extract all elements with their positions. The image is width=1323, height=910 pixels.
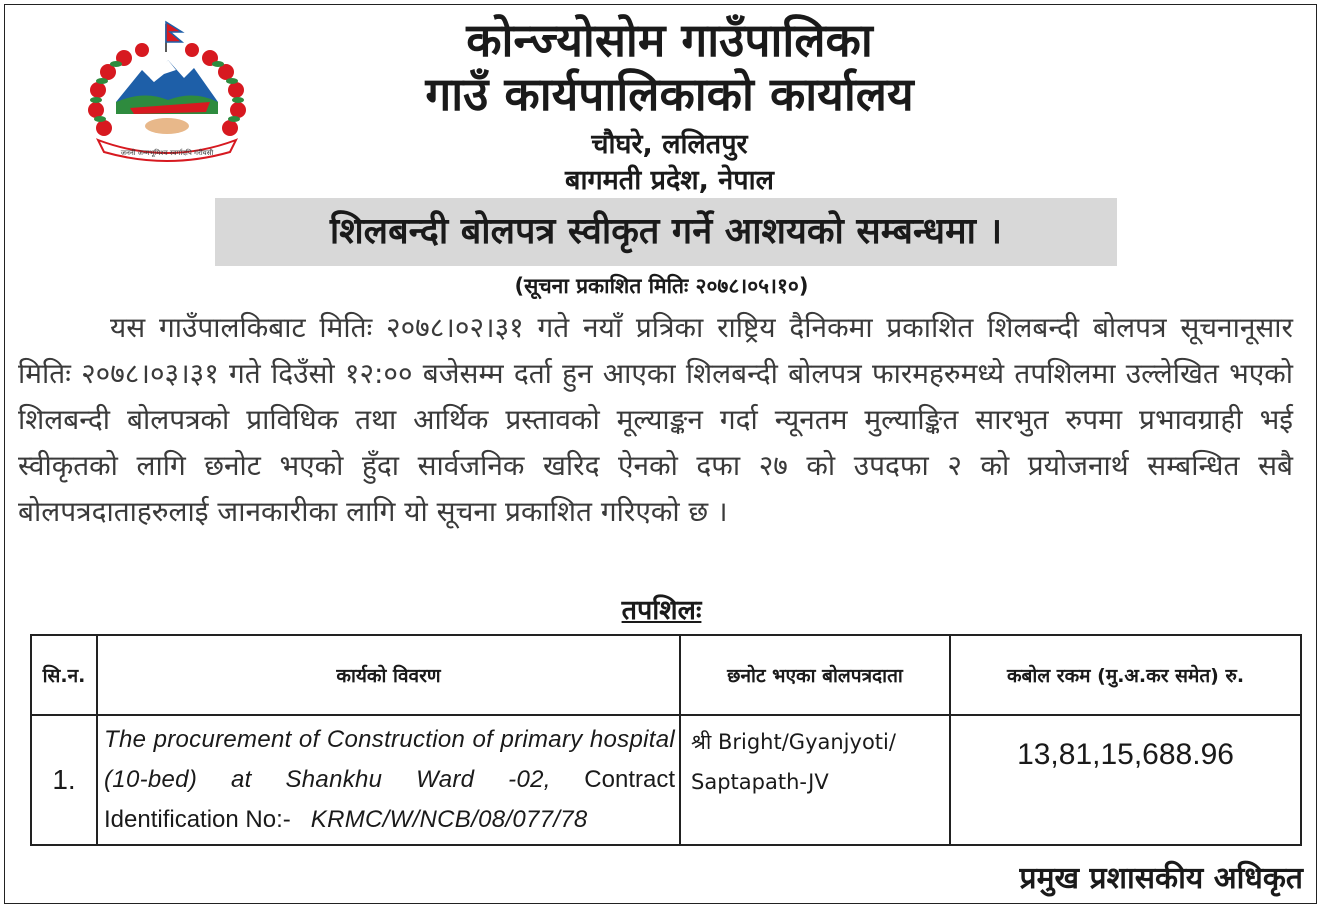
- notice-body: [18, 305, 1293, 535]
- table-row: [31, 715, 1301, 845]
- row-description-plain: Contract Identification No:-: [104, 766, 675, 833]
- header-serial: सि.न.: [31, 635, 97, 715]
- notice-subject: शिलबन्दी बोलपत्र स्वीकृत गर्ने आशयको सम्बन्धमा ।: [215, 198, 1117, 266]
- notice-body-text: यस गाउँपालकिबाट मितिः २०७८।०२।३१ गते नयाँ प्रत्रिका राष्ट्रिय दैनिकमा प्रकाशित शिलबन्दी बोलपत्र सूचनानूसार मितिः २०७८।०३।३१ गते दिउँसो १२:०० बजेसम्म दर्ता हुन आएका शिलबन्दी बोलपत्र फारमहरुमध्ये तपशिलमा उल्लेखित भएको शिलबन्दी बोलपत्रको प्राविधिक तथा आर्थिक प्रस्तावको मूल्याङ्कन गर्दा न्यूनतम मुल्याङ्कित सारभुत रुपमा प्रभावग्राही भई स्वीकृतको लागि छनोट भएको हुँदा सार्वजनिक खरिद ऐनको दफा २७ को उपदफा २ को प्रयोजनार्थ सम्बन्धित सबै बोलपत्रदाताहरुलाई जानकारीका लागि यो सूचना प्रकाशित गरिएको छ ।: [18, 311, 1293, 528]
- header-description: कार्यको विवरण: [97, 635, 680, 715]
- row-bidder: श्री Bright/Gyanjyoti/ Saptapath-JV: [680, 715, 950, 845]
- municipality-name: कोन्ज्योसोम गाउँपालिका: [466, 13, 873, 67]
- publish-date: (सूचना प्रकाशित मितिः २०७८।०५।१०): [514, 274, 809, 298]
- row-contract-id: KRMC/W/NCB/08/077/78: [310, 806, 588, 833]
- header-bidder: छनोट भएका बोलपत्रदाता: [680, 635, 950, 715]
- row-description-italic: The procurement of Construction of primary hospital (10-bed) at Shankhu Ward -02,: [104, 726, 675, 793]
- emblem-motto: जननी जन्मभूमिश्च स्वर्गादपि गरीयसी: [120, 149, 214, 157]
- row-serial: 1.: [31, 715, 97, 845]
- office-name: गाउँ कार्यपालिकाको कार्यालय: [425, 67, 914, 121]
- province-country: बागमती प्रदेश, नेपाल: [565, 165, 774, 196]
- schedule-title: तपशिलः: [621, 595, 702, 626]
- row-amount: 13,81,15,688.96: [950, 715, 1301, 845]
- signoff-title: प्रमुख प्रशासकीय अधिकृत: [1019, 861, 1303, 896]
- table-header-row: [31, 635, 1301, 715]
- row-description: [97, 715, 680, 845]
- bid-table: [30, 634, 1302, 846]
- office-address: चौघरे, ललितपुर: [591, 129, 748, 160]
- header-amount: कबोल रकम (मु.अ.कर समेत) रु.: [950, 635, 1301, 715]
